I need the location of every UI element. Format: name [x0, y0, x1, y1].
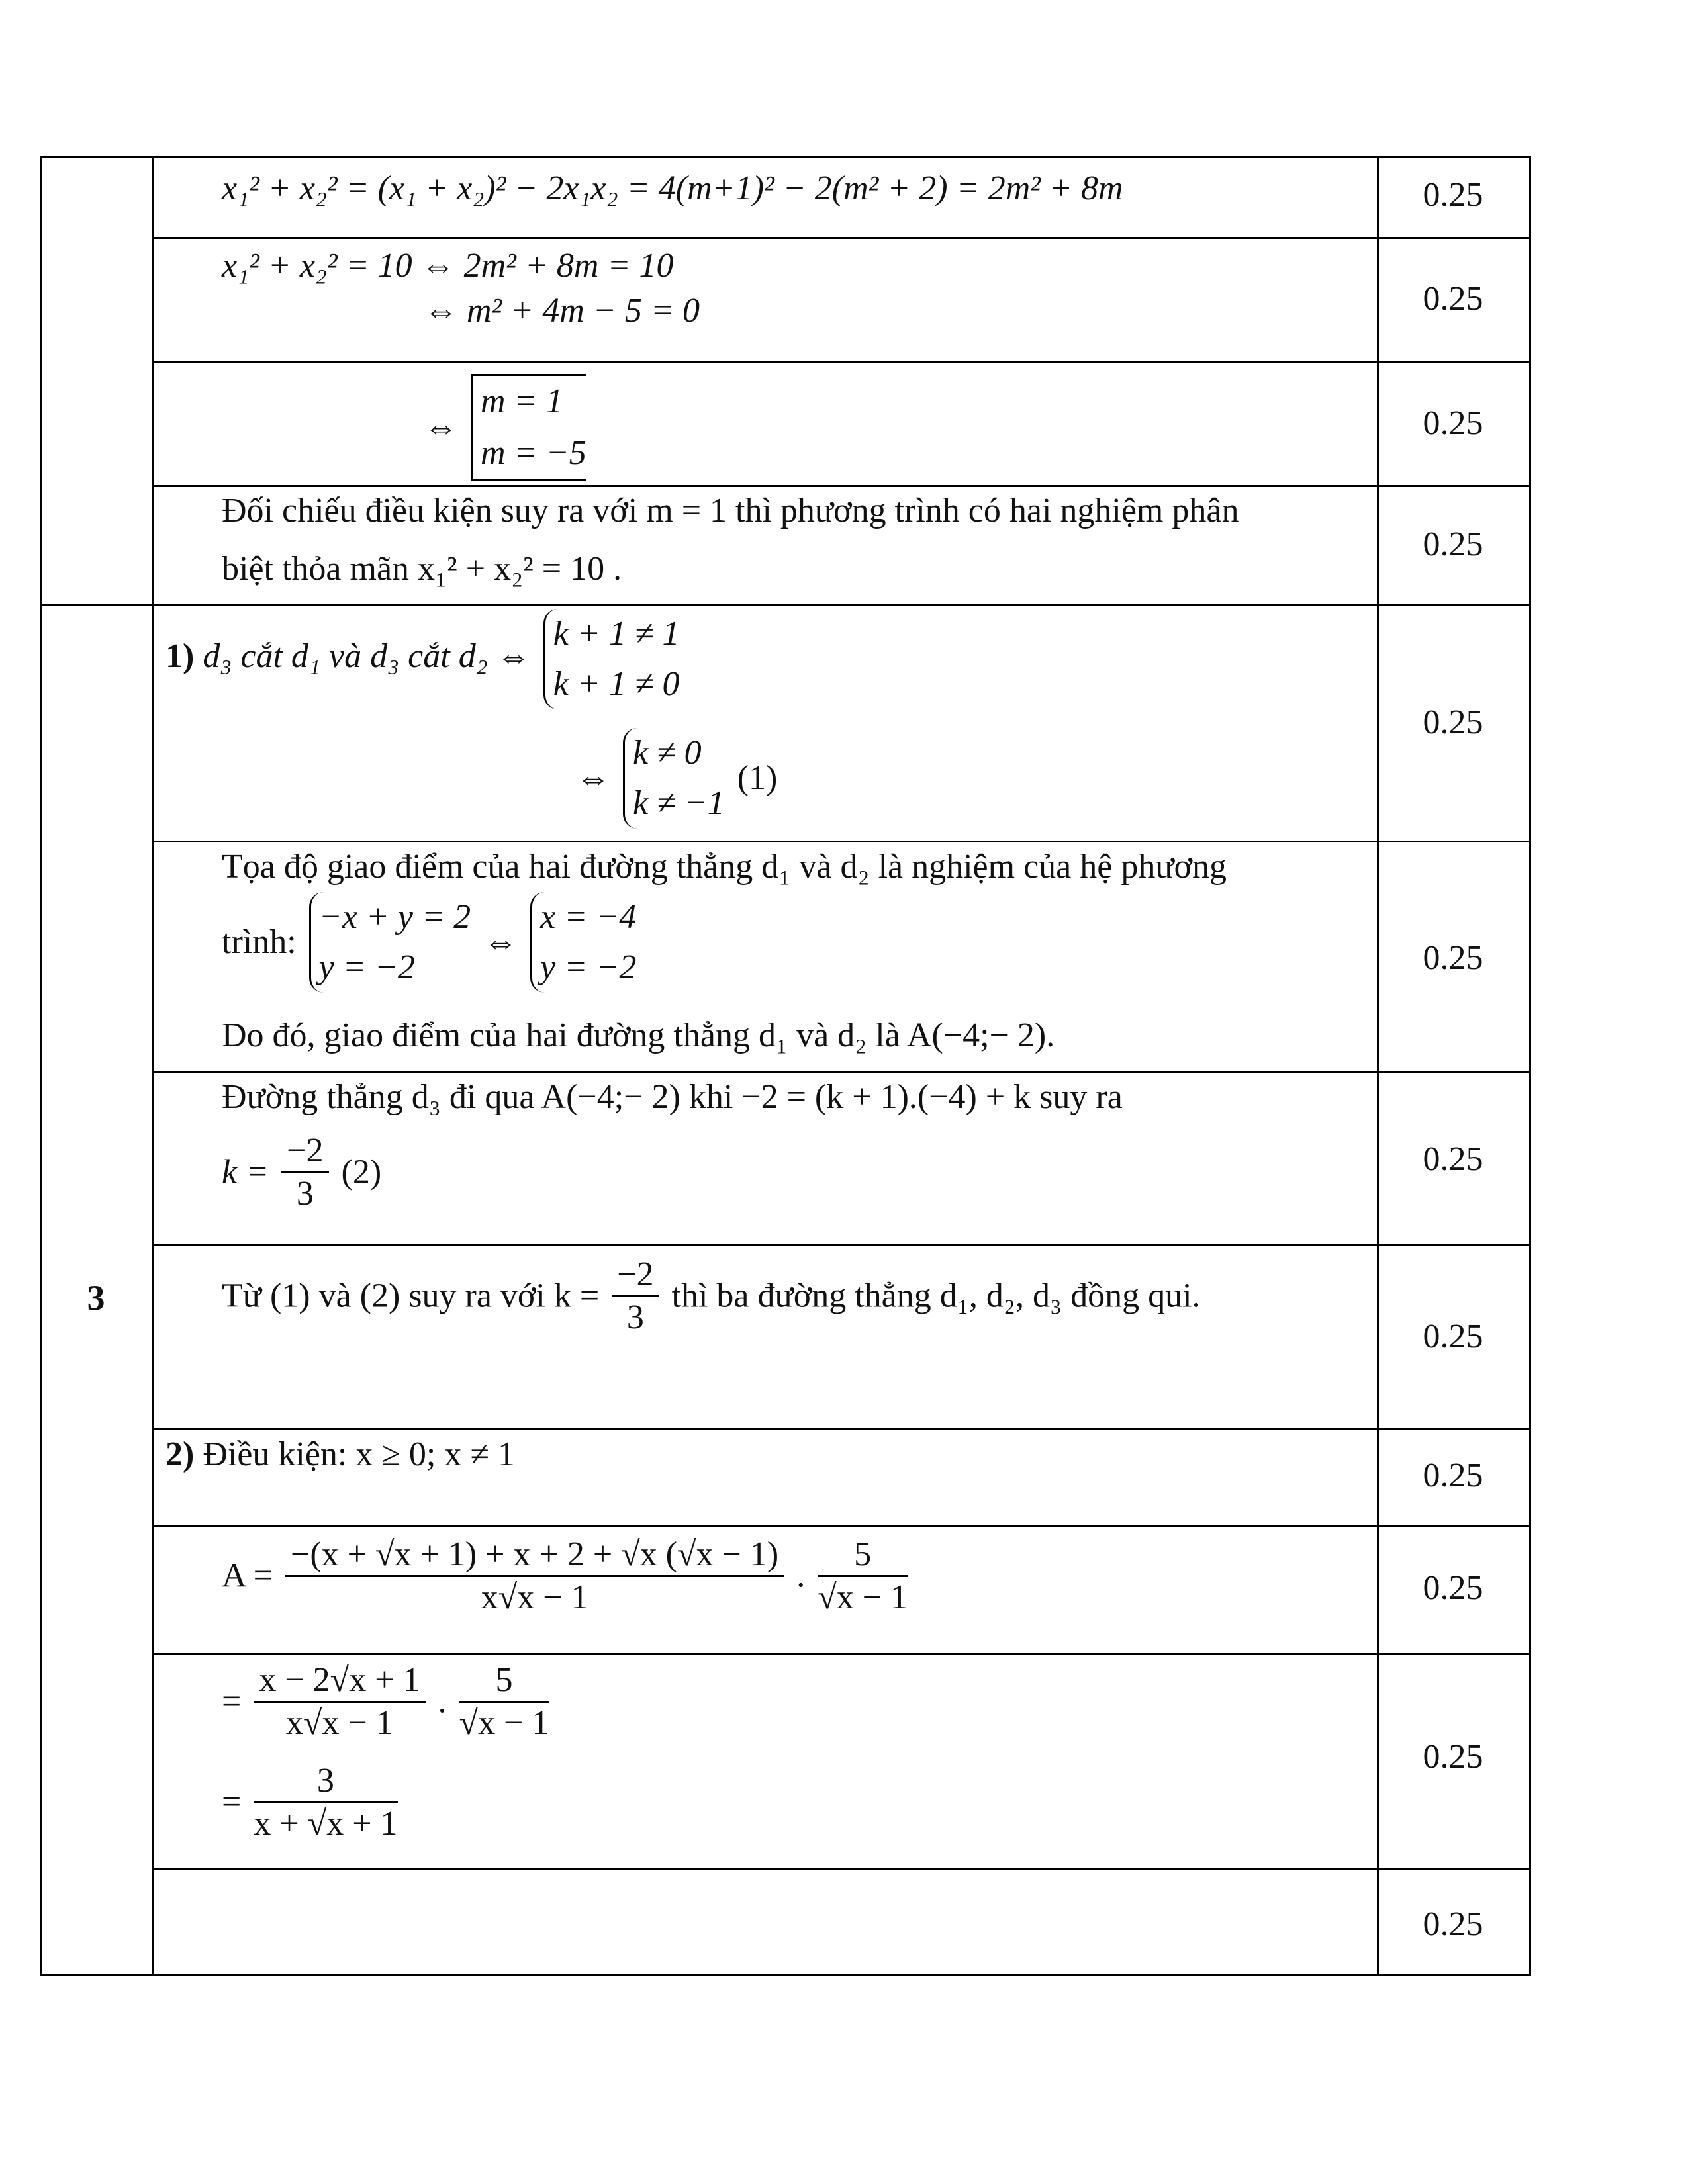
concurrency-conclusion	[222, 1254, 1201, 1338]
system-equation: k + 1 ≠ 0	[553, 665, 680, 703]
solution-option: m = 1	[481, 383, 563, 420]
score-cell: 0.25	[1423, 280, 1483, 318]
score-cell: 0.25	[1423, 704, 1483, 741]
system-equation: y = −2	[318, 948, 415, 986]
row-divider	[152, 1428, 1531, 1430]
passing-condition: Đường thẳng d₃ đi qua A(−4;− 2) khi −2 = (k + 1).(−4) + k suy ra	[222, 1078, 1123, 1116]
fraction	[285, 1534, 784, 1618]
fraction	[612, 1254, 659, 1338]
table-border-right	[1529, 156, 1531, 1976]
k-value	[222, 1130, 381, 1214]
fraction	[281, 1130, 328, 1214]
intersection-result: Do đó, giao điểm của hai đường thẳng d₁ và d₂ là A(−4;− 2).	[222, 1017, 1055, 1054]
row-divider	[152, 237, 1531, 239]
system-brace	[543, 609, 680, 709]
row-divider	[152, 1868, 1531, 1870]
solution-set	[424, 374, 590, 481]
table-border-bottom	[40, 1974, 1531, 1976]
score-cell: 0.25	[1423, 525, 1483, 563]
k-prefix: k =	[222, 1153, 269, 1191]
system-equation: k + 1 ≠ 1	[553, 615, 680, 653]
score-cell: 0.25	[1423, 1318, 1483, 1355]
conclusion-suffix: thì ba đường thẳng d₁, d₂, d₃ đồng qui.	[671, 1277, 1201, 1315]
fraction-denominator: x + √x + 1	[254, 1805, 398, 1843]
expression-label: A =	[222, 1557, 273, 1595]
fraction	[459, 1660, 549, 1744]
fraction-denominator: x√x − 1	[481, 1578, 588, 1616]
question-number: 3	[87, 1278, 105, 1318]
equiv-symbol: ⇔	[483, 923, 518, 961]
solution-bracket	[471, 374, 586, 481]
score-cell: 0.25	[1423, 176, 1483, 214]
intersection-text: Tọa độ giao điểm của hai đường thẳng d₁ và d₂ là nghiệm của hệ phương	[222, 848, 1227, 886]
score-cell: 0.25	[1423, 1457, 1483, 1494]
conclusion-line: Đối chiếu điều kiện suy ra với m = 1 thì phương trình có hai nghiệm phân	[222, 492, 1239, 529]
equiv-symbol: ⇔	[424, 408, 458, 446]
table-border-top	[40, 156, 1531, 158]
fraction	[818, 1534, 908, 1618]
condition-result	[576, 728, 777, 829]
multiply-dot: .	[438, 1682, 447, 1721]
fraction-numerator: −(x + √x + 1) + x + 2 + √x (√x − 1)	[285, 1534, 784, 1577]
system-brace	[530, 892, 636, 993]
section-divider	[40, 604, 1531, 606]
system-equation: −x + y = 2	[318, 898, 471, 936]
row-divider	[152, 1525, 1531, 1527]
equiv-symbol: ⇔	[576, 759, 610, 797]
system-equation: y = −2	[540, 948, 637, 986]
row-divider	[152, 485, 1531, 487]
fraction-denominator: √x − 1	[818, 1578, 908, 1616]
expression-A	[222, 1534, 912, 1618]
score-cell: 0.25	[1423, 1905, 1483, 1943]
row-divider	[152, 361, 1531, 363]
part-label: 2)	[165, 1435, 195, 1473]
fraction-denominator: √x − 1	[459, 1704, 549, 1742]
part-label: 1)	[165, 637, 195, 675]
final-result	[222, 1760, 402, 1844]
fraction-numerator: −2	[612, 1254, 659, 1297]
equation-line: x₁² + x₂² = 10 ⇔ 2m² + 8m = 10	[222, 247, 674, 285]
system-brace	[623, 728, 725, 829]
fraction-denominator: x√x − 1	[285, 1704, 393, 1742]
row-divider	[152, 1071, 1531, 1073]
fraction-numerator: x − 2√x + 1	[254, 1660, 425, 1703]
reference-label: (2)	[341, 1153, 382, 1191]
system-brace	[309, 892, 471, 993]
domain-condition	[165, 1435, 515, 1475]
score-cell: 0.25	[1423, 1569, 1483, 1607]
row-divider	[152, 1653, 1531, 1655]
table-divider-question	[152, 156, 154, 1976]
equals-sign: =	[222, 1783, 242, 1821]
system-equation: k ≠ −1	[633, 784, 725, 822]
intersection-condition	[165, 609, 684, 709]
score-cell: 0.25	[1423, 1140, 1483, 1178]
fraction-numerator: 5	[818, 1534, 908, 1577]
intersection-system	[222, 892, 640, 993]
reference-label: (1)	[737, 759, 778, 797]
row-divider	[152, 1244, 1531, 1246]
system-prefix: trình:	[222, 923, 297, 961]
equation-line: ⇔ m² + 4m − 5 = 0	[424, 292, 700, 330]
condition-text: d₃ cắt d₁ và d₃ cắt d₂ ⇔	[203, 637, 531, 675]
conclusion-prefix: Từ (1) và (2) suy ra với k =	[222, 1277, 600, 1315]
multiply-dot: .	[796, 1557, 806, 1595]
table-border-left	[40, 156, 42, 1976]
fraction-denominator: 3	[626, 1298, 644, 1336]
system-equation: k ≠ 0	[633, 734, 702, 772]
expansion-formula: x₁² + x₂² = (x₁ + x₂)² − 2x₁x₂ = 4(m+1)² − 2(m² + 2) = 2m² + 8m	[222, 169, 1123, 207]
score-cell: 0.25	[1423, 1738, 1483, 1776]
conclusion-line: biệt thỏa mãn x₁² + x₂² = 10 .	[222, 550, 622, 588]
score-cell: 0.25	[1423, 404, 1483, 442]
score-cell: 0.25	[1423, 939, 1483, 977]
condition-text: Điều kiện: x ≥ 0; x ≠ 1	[203, 1435, 515, 1473]
fraction	[254, 1660, 425, 1744]
equals-sign: =	[222, 1682, 242, 1721]
system-equation: x = −4	[540, 898, 637, 936]
row-divider	[152, 841, 1531, 842]
fraction-denominator: 3	[296, 1175, 314, 1212]
fraction-numerator: −2	[281, 1130, 328, 1173]
solution-option: m = −5	[481, 434, 586, 472]
fraction-numerator: 3	[254, 1760, 397, 1803]
simplification-step	[222, 1660, 553, 1744]
fraction	[254, 1760, 397, 1844]
fraction-numerator: 5	[459, 1660, 549, 1703]
